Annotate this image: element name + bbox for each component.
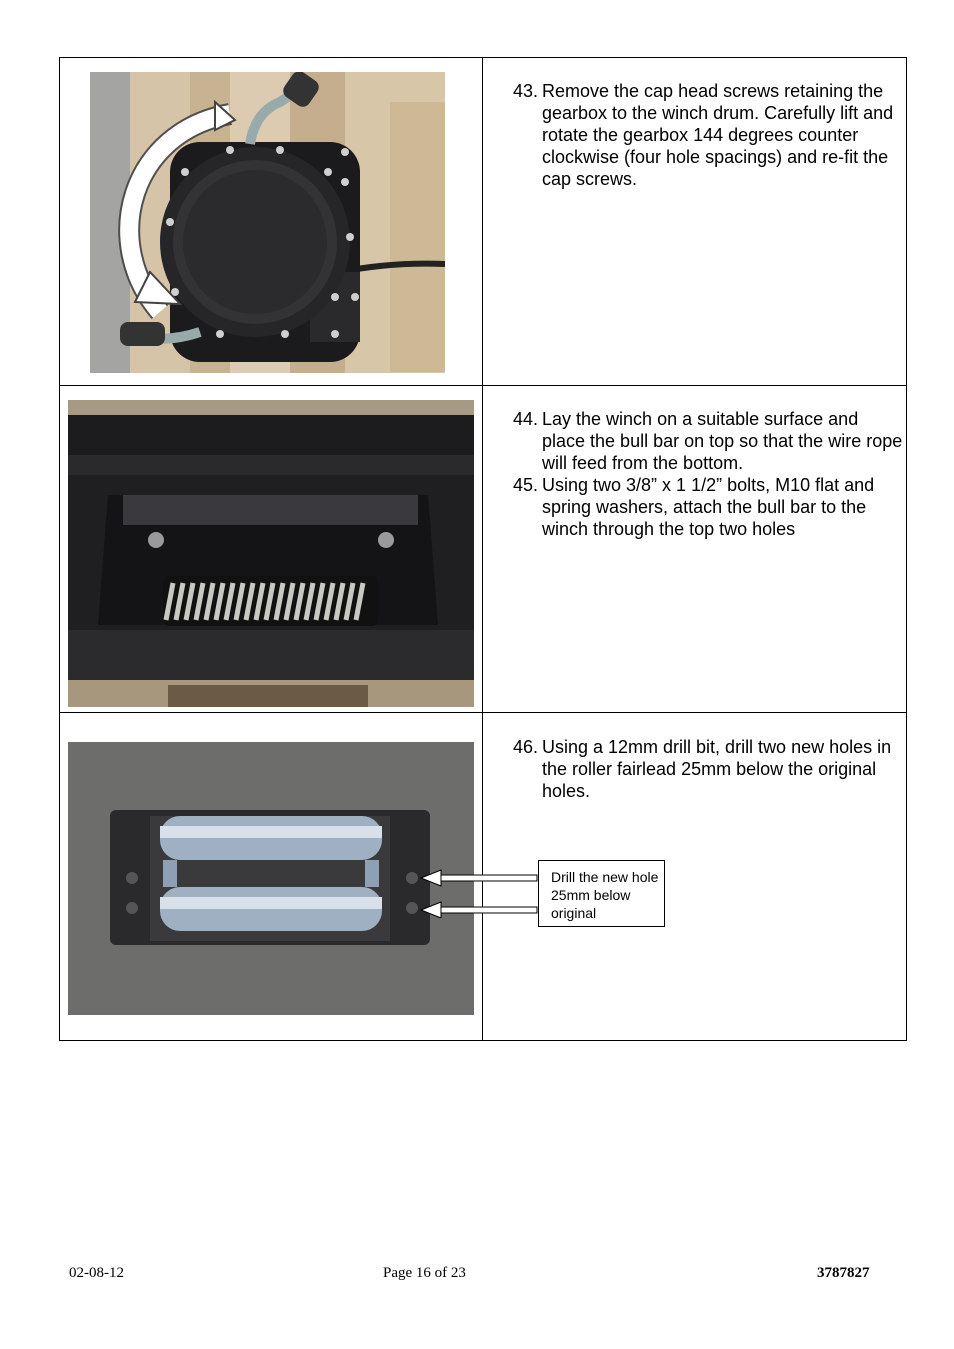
step-number: 46.: [513, 737, 539, 757]
bull-bar-photo: [68, 400, 474, 707]
step-text: Using two 3/8” x 1 1/2” bolts, M10 flat and spring washers, attach the bull bar to the winch through the top two holes: [542, 475, 875, 539]
step-text: Lay the winch on a suitable surface and place the bull bar on top so that the wire rope will feed from the bottom.: [542, 409, 903, 473]
step-text: Remove the cap head screws retaining the gearbox to the winch drum. Carefully lift and rotate the gearbox 144 degrees counter clockwise (four hole spacings) and re-fit the cap screws.: [542, 81, 894, 189]
footer-doc-number: 3787827: [817, 1265, 870, 1281]
table-row-divider: [59, 712, 907, 713]
footer-date: 02-08-12: [69, 1265, 124, 1281]
footer-page-number: Page 16 of 23: [383, 1265, 466, 1281]
winch-gearbox-photo: [90, 72, 445, 373]
step-46: [513, 736, 903, 802]
step-43: [513, 80, 903, 190]
callout-arrows: [415, 868, 540, 918]
arrow-left-icon: [421, 902, 537, 918]
step-text: Using a 12mm drill bit, drill two new holes in the roller fairlead 25mm below the original holes.: [542, 737, 892, 801]
step-number: 44.: [513, 409, 539, 429]
step-number: 43.: [513, 81, 539, 101]
steps-44-45: [513, 408, 903, 540]
step-number: 45.: [513, 475, 539, 495]
arrow-left-icon: [421, 870, 537, 886]
table-row-divider: [59, 385, 907, 386]
drill-callout-label: Drill the new hole 25mm below original: [538, 860, 665, 927]
roller-fairlead-photo: [68, 742, 474, 1015]
